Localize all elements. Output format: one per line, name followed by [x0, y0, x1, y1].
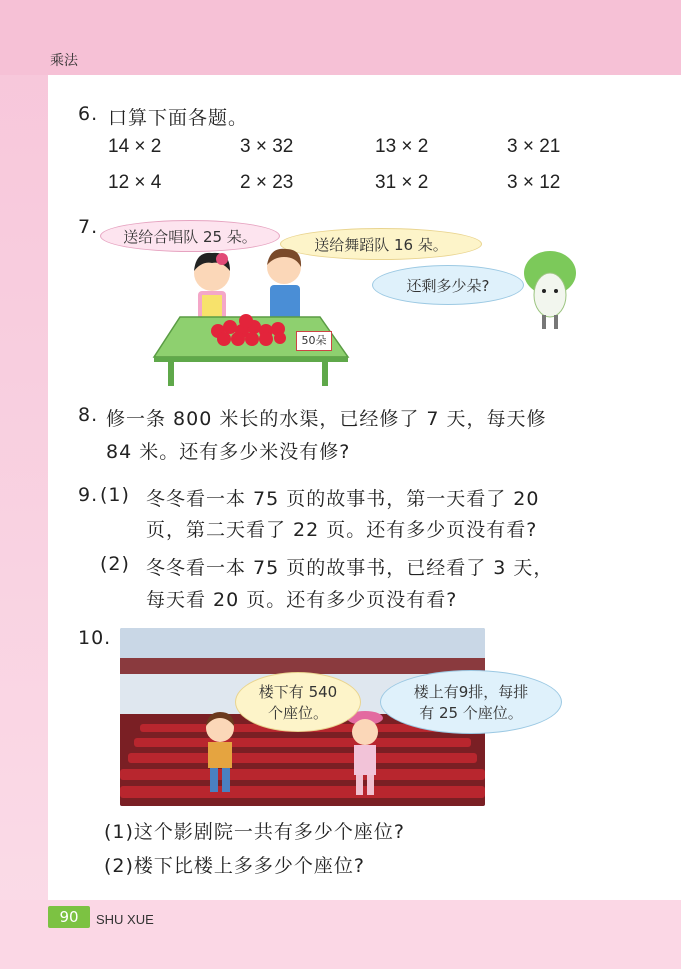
upstairs-line2: 有 25 个座位。	[419, 704, 523, 722]
q6-r2c2: 2 × 23	[240, 172, 294, 193]
q6-r1c4: 3 × 21	[507, 136, 561, 157]
q6-title: 口算下面各题。	[108, 107, 249, 129]
speech-bubble-upstairs	[380, 670, 562, 734]
bottom-band	[0, 900, 681, 969]
q10-part2: (2)楼下比楼上多多少个座位?	[104, 855, 365, 877]
q8-number: 8.	[78, 404, 99, 426]
q6-r2c4: 3 × 12	[507, 172, 561, 193]
q9-part1-label: (1)	[100, 484, 130, 506]
top-band	[0, 0, 681, 75]
q9-part2-line2: 每天看 20 页。还有多少页没有看?	[146, 589, 458, 611]
q6-r1c3: 13 × 2	[375, 136, 429, 157]
q10-number: 10.	[78, 627, 112, 649]
cabbage-mascot	[524, 251, 576, 329]
girl-figure	[194, 253, 230, 321]
upstairs-line1: 楼上有9排，每排	[413, 683, 529, 701]
q6-number: 6.	[78, 103, 99, 125]
q8-line2: 84 米。还有多少米没有修?	[106, 441, 351, 463]
q9-part2-label: (2)	[100, 553, 130, 575]
q6-r2c3: 31 × 2	[375, 172, 429, 193]
flower-table-illustration	[150, 245, 590, 390]
q6-r1c2: 3 × 32	[240, 136, 294, 157]
q7-number: 7.	[78, 216, 99, 238]
q9-part1-line2: 页，第二天看了 22 页。还有多少页没有看?	[146, 519, 538, 541]
downstairs-line1: 楼下有 540	[258, 683, 338, 701]
q9-part2-line1: 冬冬看一本 75 页的故事书，已经看了 3 天，	[146, 557, 554, 579]
q9-number: 9.	[78, 484, 99, 506]
q10-part1: (1)这个影剧院一共有多少个座位?	[104, 821, 405, 843]
q6-r1c1: 14 × 2	[108, 136, 162, 157]
bubble-dance-text: 送给舞蹈队 16 朵。	[314, 235, 448, 254]
q6-r2c1: 12 × 4	[108, 172, 162, 193]
bubble-question-text: 还剩多少朵?	[406, 276, 490, 295]
section-title: 乘法	[50, 53, 78, 69]
page-number: 90	[48, 906, 90, 928]
q8-line1: 修一条 800 米长的水渠，已经修了 7 天，每天修	[106, 408, 547, 430]
flower-count-tag: 50朵	[296, 331, 332, 351]
bubble-choir-text: 送给合唱队 25 朵。	[123, 227, 257, 246]
footer-brand: SHU XUE	[96, 912, 154, 927]
q9-part1-line1: 冬冬看一本 75 页的故事书，第一天看了 20	[146, 488, 540, 510]
boy-figure	[267, 249, 301, 321]
speech-bubble-downstairs	[235, 672, 361, 732]
downstairs-line2: 个座位。	[267, 704, 328, 722]
